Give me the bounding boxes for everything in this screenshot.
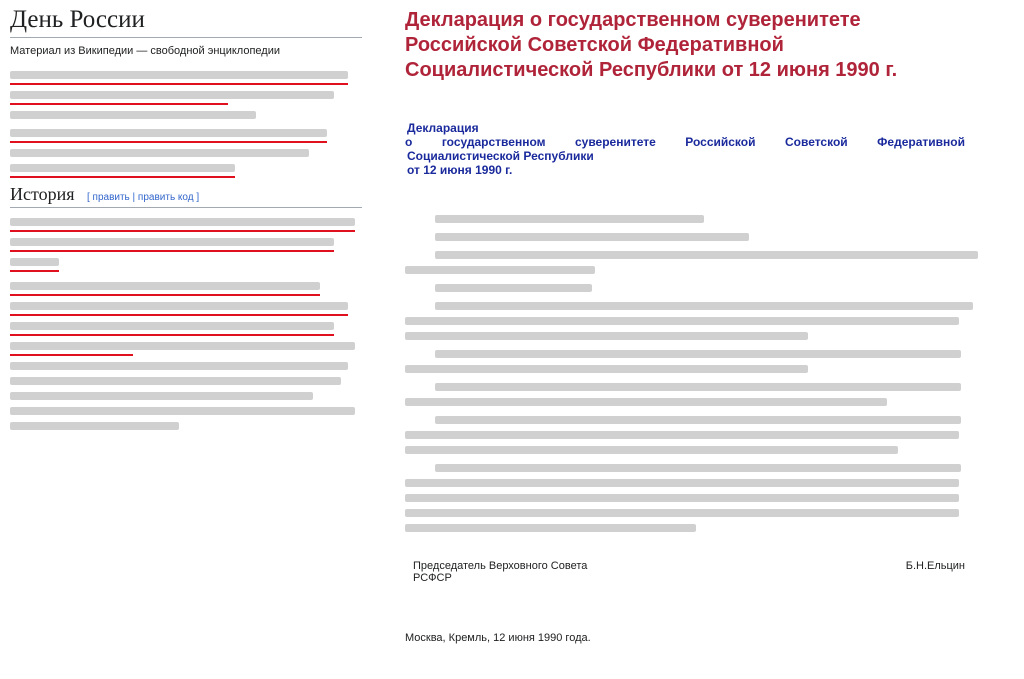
heading-word: государственном <box>441 135 546 149</box>
wikipedia-article <box>10 6 362 437</box>
history-section-header <box>10 184 362 208</box>
heading-word: Советской <box>784 135 848 149</box>
declaration-heading <box>405 121 965 177</box>
signature-right: Б.Н.Ельцин <box>905 560 965 572</box>
edit-section-links[interactable]: [ править | править код ] <box>86 192 200 203</box>
signature-left: Председатель Верховного Совета РСФСР <box>413 560 588 584</box>
wiki-lead-placeholder <box>10 71 362 119</box>
declaration-heading-line-2 <box>405 135 965 149</box>
history-section-title: История <box>10 184 75 204</box>
history-paragraph-1-placeholder <box>10 218 362 272</box>
declaration-title: Декларация о государственном суверенитете Российской Советской Федеративной Социалистической Республики от 12 июня 1990 г. <box>405 9 898 81</box>
history-paragraph-2-placeholder <box>10 282 362 430</box>
heading-word: суверенитете <box>574 135 656 149</box>
declaration-heading-line-4: от 12 июня 1990 г. <box>407 163 513 177</box>
heading-word: о <box>405 135 413 149</box>
place-date: Москва, Кремль, 12 июня 1990 года. <box>405 632 591 644</box>
declaration-heading-line-3: Социалистической Республики <box>407 149 594 163</box>
wiki-lead-paragraph-2-placeholder <box>10 129 362 178</box>
declaration-heading-line-1: Декларация <box>407 121 479 135</box>
declaration-document <box>405 8 965 542</box>
wiki-page-title: День России <box>10 6 362 38</box>
declaration-body-placeholder <box>405 215 965 532</box>
heading-word: Федеративной <box>877 135 965 149</box>
wiki-subtitle: Материал из Википедии — свободной энциклопедии <box>10 45 280 57</box>
heading-word: Российской <box>685 135 756 149</box>
